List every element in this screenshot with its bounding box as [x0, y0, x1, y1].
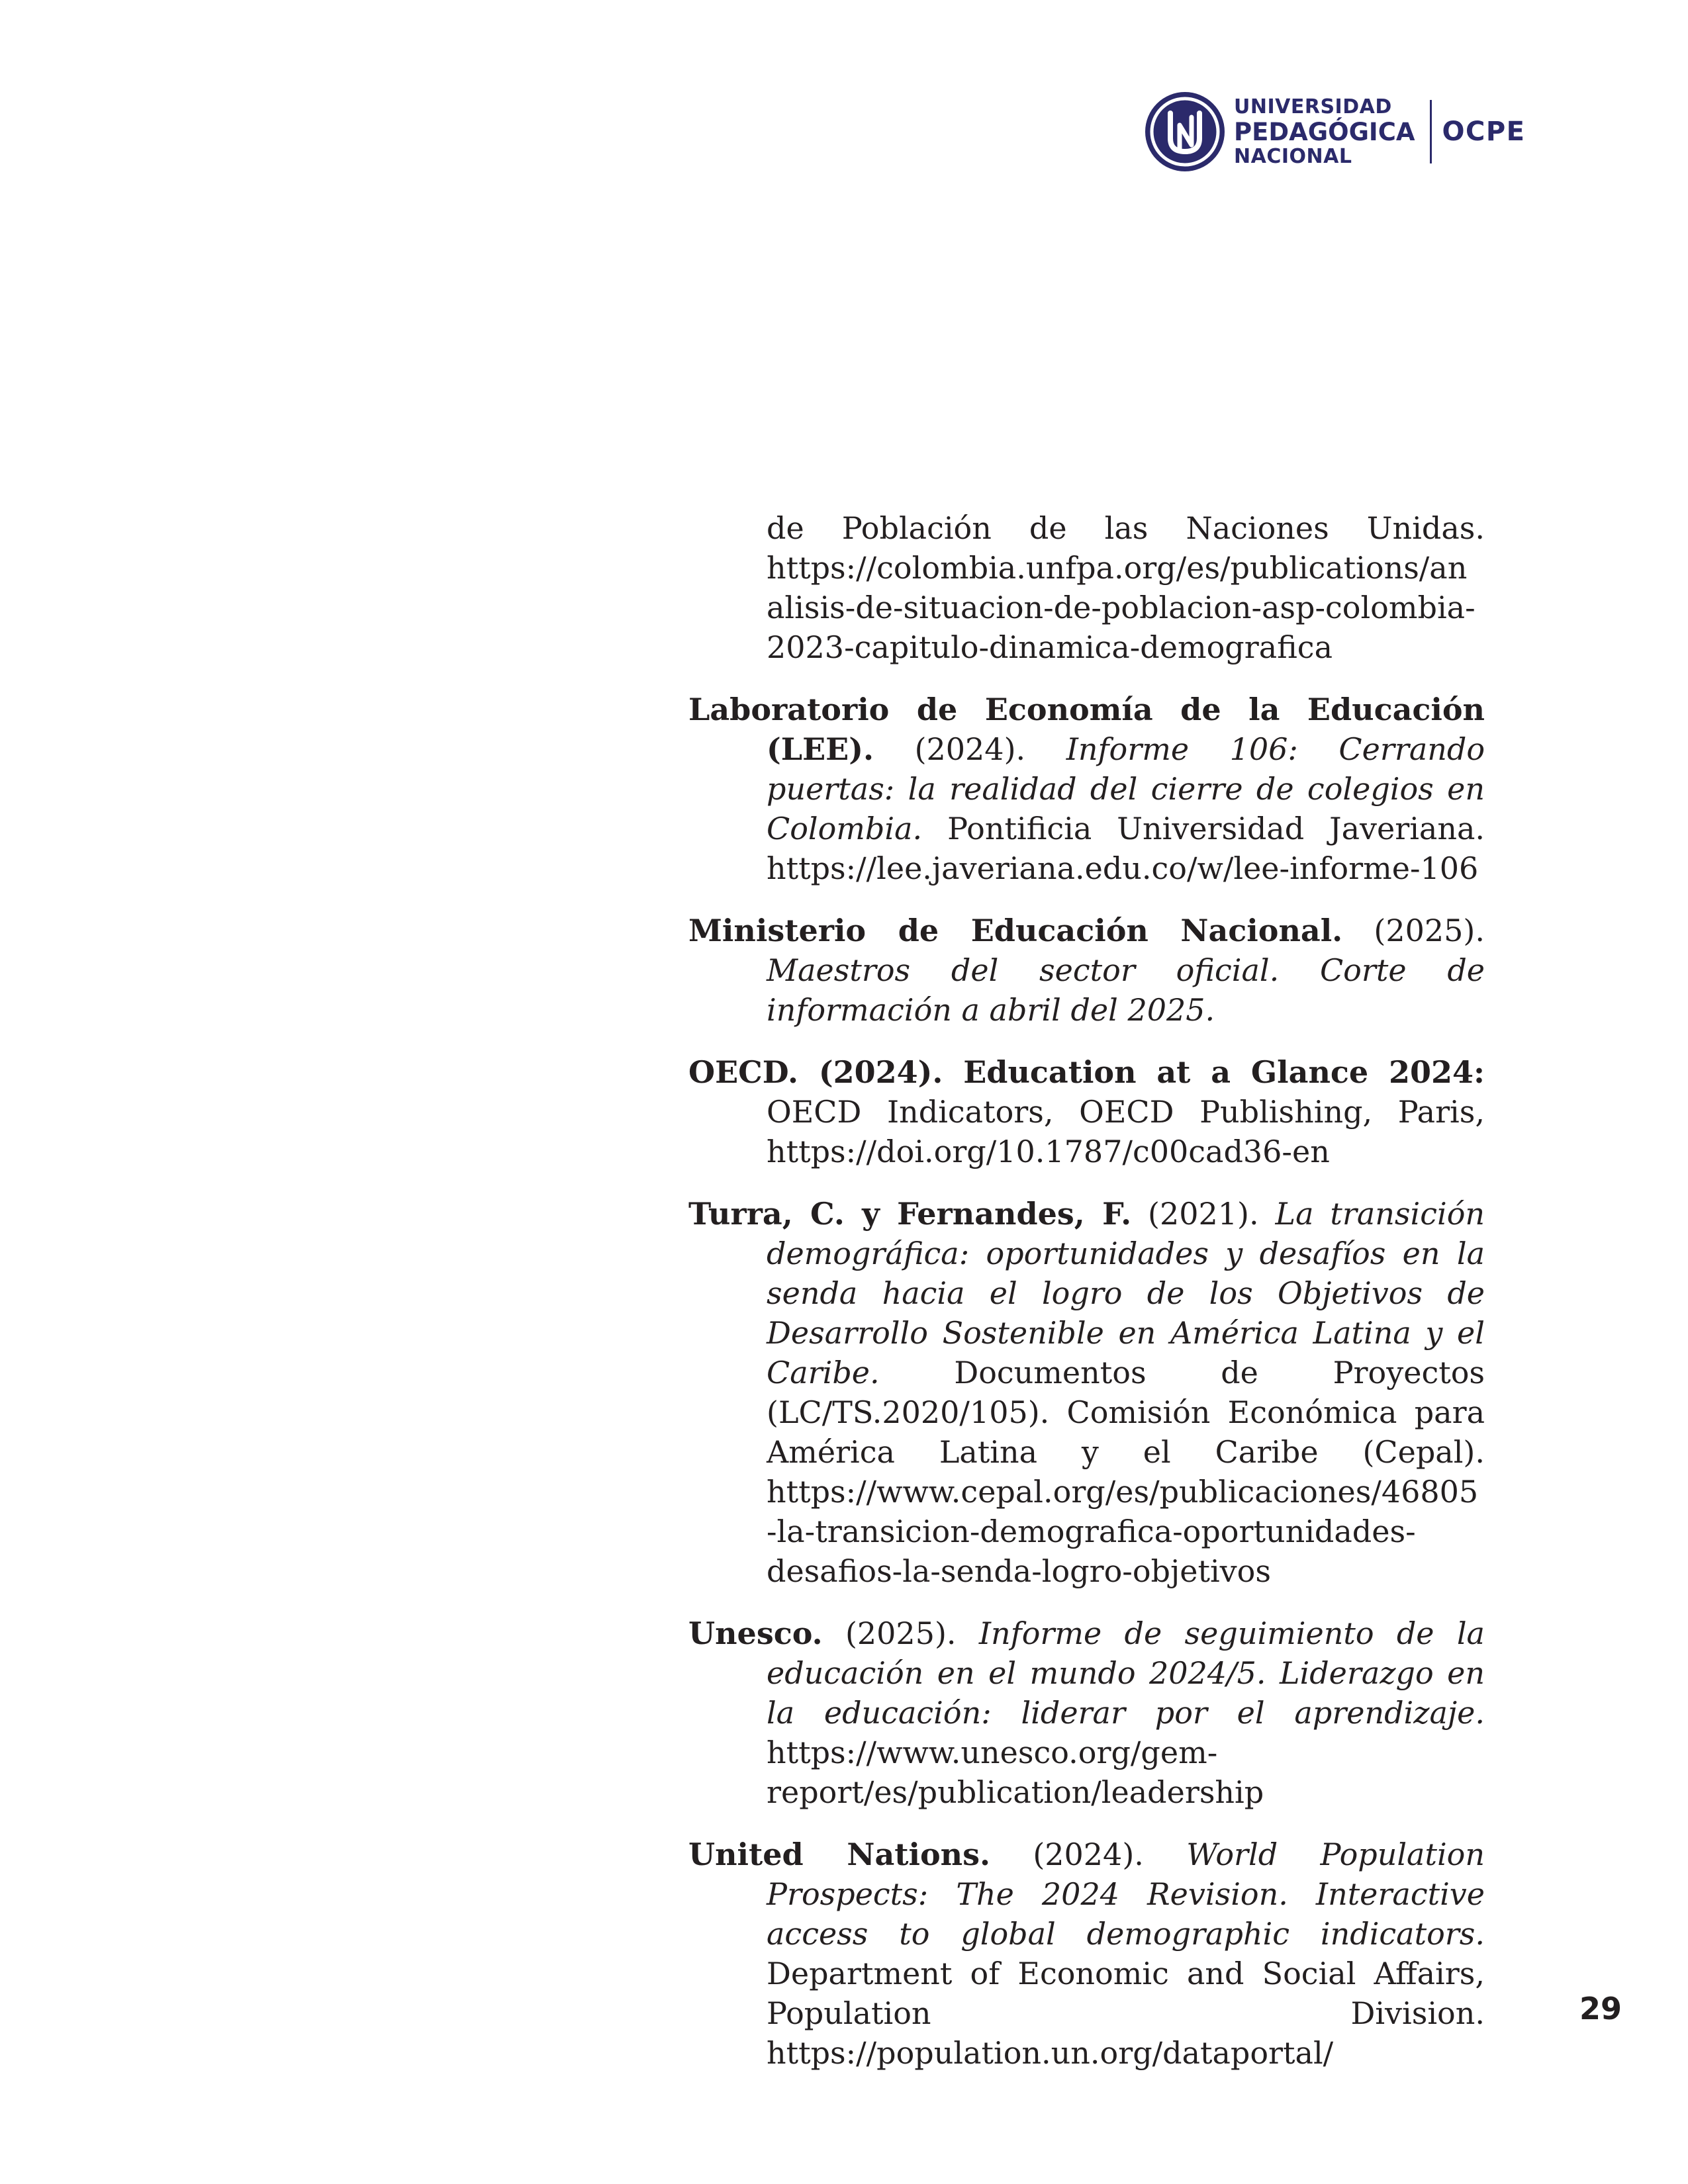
- reference-item: [688, 1052, 1485, 1171]
- reference-author: United Nations.: [688, 1837, 991, 1872]
- reference-continuation: [688, 508, 1485, 667]
- university-name: [1234, 97, 1415, 167]
- reference-details: Department of Economic and Social Affairs, Population Division. https://population.un.org/dataportal/: [767, 1956, 1485, 2071]
- logo-divider: [1430, 100, 1432, 163]
- reference-title: Maestros del sector oficial. Corte de información a abril del 2025.: [767, 952, 1485, 1028]
- reference-continuation-text: de Población de las Naciones Unidas. https://colombia.unfpa.org/es/publications/analisis-de-situacion-de-poblacion-asp-colombia-2023-capitulo-dinamica-demografica: [767, 510, 1485, 665]
- reference-item: [688, 911, 1485, 1030]
- logo-line-3: NACIONAL: [1234, 144, 1352, 168]
- university-logo: [1144, 89, 1526, 175]
- reference-title: Informe de seguimiento de la educación en el mundo 2024/5. Liderazgo en la educación: liderar por el aprendizaje.: [767, 1615, 1485, 1731]
- reference-author: Ministerio de Educación Nacional.: [688, 913, 1343, 948]
- reference-details: Documentos de Proyectos (LC/TS.2020/105). Comisión Económica para América Latina y el Caribe (Cepal). https://www.cepal.org/es/publicaciones/46805-la-transicion-demografica-oportunidades-desafios-la-senda-logro-objetivos: [767, 1355, 1485, 1589]
- logo-unit: OCPE: [1442, 116, 1526, 147]
- reference-details: OECD Indicators, OECD Publishing, Paris, https://doi.org/10.1787/c00cad36-en: [767, 1094, 1485, 1169]
- page-number: 29: [1579, 1991, 1622, 2026]
- reference-title: Informe 106: Cerrando puertas: la realidad del cierre de colegios en Colombia.: [767, 731, 1485, 846]
- logo-line-1: UNIVERSIDAD: [1234, 95, 1392, 118]
- reference-details: Pontificia Universidad Javeriana. https://lee.javeriana.edu.co/w/lee-informe-106: [767, 811, 1485, 886]
- reference-year: (2021).: [1148, 1196, 1259, 1232]
- reference-details: https://www.unesco.org/gem-report/es/publication/leadership: [767, 1735, 1264, 1810]
- reference-item: [688, 1194, 1485, 1591]
- reference-year: (2025).: [1374, 913, 1485, 948]
- reference-author: Turra, C. y Fernandes, F.: [688, 1196, 1132, 1232]
- reference-title: World Population Prospects: The 2024 Revision. Interactive access to global demographic indicators.: [767, 1837, 1485, 1952]
- reference-year: (2025).: [845, 1615, 957, 1651]
- reference-year: (2024).: [914, 731, 1026, 767]
- reference-author: OECD. (2024). Education at a Glance 2024:: [688, 1054, 1485, 1090]
- reference-author: Laboratorio de Economía de la Educación (LEE).: [688, 692, 1485, 767]
- reference-author: Unesco.: [688, 1615, 823, 1651]
- reference-item: [688, 1614, 1485, 1812]
- reference-list: [688, 508, 1485, 2095]
- university-seal-icon: [1144, 91, 1226, 173]
- reference-item: [688, 1835, 1485, 2073]
- reference-year: (2024).: [1033, 1837, 1144, 1872]
- reference-item: [688, 690, 1485, 888]
- reference-title: La transición demográfica: oportunidades y desafíos en la senda hacia el logro de los Objetivos de Desarrollo Sostenible en América Latina y el Caribe.: [767, 1196, 1485, 1390]
- logo-line-2: PEDAGÓGICA: [1234, 117, 1415, 146]
